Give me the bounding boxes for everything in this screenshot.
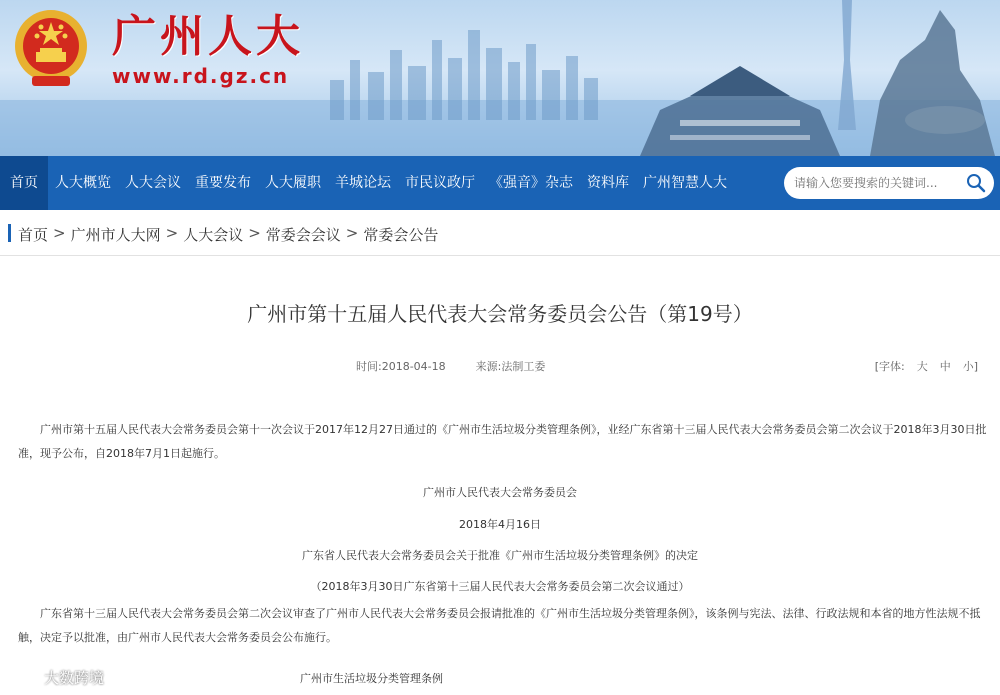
nav-item-forum[interactable]: 羊城论坛: [335, 175, 391, 191]
nav-item-home[interactable]: 首页: [0, 156, 48, 210]
font-size-selector: [875, 358, 978, 374]
breadcrumb-separator: >: [165, 224, 179, 242]
regulation-title: 广州市生活垃圾分类管理条例: [300, 672, 443, 685]
nav-item-magazine[interactable]: 《强音》杂志: [489, 175, 573, 191]
article-paragraph-1: 广州市第十五届人民代表大会常务委员会第十一次会议于2017年12月27日通过的《广州市生活垃圾分类管理条例》，业经广东省第十三届人民代表大会常务委员会第二次会议于2018年3月30日批准，现予公布，自2018年7月1日起施行。: [18, 423, 987, 460]
breadcrumb-committee-notices[interactable]: 常委会公告: [363, 226, 439, 244]
breadcrumb: [18, 224, 438, 245]
breadcrumb-accent: [8, 224, 11, 242]
breadcrumb-bar: [0, 210, 1000, 256]
breadcrumb-committee-meetings[interactable]: 常委会会议: [265, 226, 341, 244]
search-box: [784, 167, 994, 199]
font-size-medium[interactable]: 中: [939, 360, 951, 373]
wechat-icon: [6, 666, 40, 688]
nav-item-citizen-hall[interactable]: 市民议政厅: [405, 175, 475, 191]
nav-item-releases[interactable]: 重要发布: [195, 175, 251, 191]
article-meta: [356, 358, 545, 374]
header-banner: [0, 0, 1000, 156]
national-emblem-icon: [12, 6, 90, 90]
site-title: 广州人大: [112, 11, 304, 62]
breadcrumb-npc-site[interactable]: 广州市人大网: [70, 226, 161, 244]
watermark: [6, 666, 104, 688]
breadcrumb-home[interactable]: 首页: [18, 226, 49, 244]
site-url: www.rd.gz.cn: [112, 64, 290, 88]
article-source: 来源:法制工委: [475, 360, 546, 373]
article-paragraph-2: 广东省第十三届人民代表大会常务委员会第二次会议审查了广州市人民代表大会常务委员会报请批准的《广州市生活垃圾分类管理条例》，该条例与宪法、法律、行政法规和本省的地方性法规不抵触，决定予以批准，由广州市人民代表大会常务委员会公布施行。: [18, 607, 981, 644]
search-input[interactable]: [794, 176, 964, 190]
watermark-text: 大数跨境: [44, 668, 105, 687]
breadcrumb-separator: >: [248, 224, 261, 242]
font-size-small[interactable]: 小]: [962, 360, 978, 373]
nav-item-duties[interactable]: 人大履职: [265, 175, 321, 191]
breadcrumb-separator: >: [345, 224, 359, 242]
main-nav: [0, 156, 1000, 210]
decision-note: （2018年3月30日广东省第十三届人民代表大会常务委员会第二次会议通过）: [310, 580, 690, 593]
sign-date: 2018年4月16日: [459, 518, 541, 531]
nav-item-overview[interactable]: 人大概览: [55, 175, 111, 191]
breadcrumb-separator: >: [53, 224, 66, 242]
font-size-large[interactable]: 大: [916, 360, 928, 373]
font-size-label: [字体:: [874, 360, 905, 373]
nav-item-smart-npc[interactable]: 广州智慧人大: [643, 175, 727, 191]
nav-item-database[interactable]: 资料库: [587, 175, 629, 191]
breadcrumb-meetings[interactable]: 人大会议: [183, 226, 244, 244]
article-title: 广州市第十五届人民代表大会常务委员会公告（第19号）: [247, 302, 753, 326]
signer: 广州市人民代表大会常务委员会: [423, 486, 577, 499]
publish-time: 时间:2018-04-18: [356, 360, 446, 373]
search-icon[interactable]: [966, 173, 986, 193]
nav-item-meetings[interactable]: 人大会议: [125, 175, 181, 191]
decision-title: 广东省人民代表大会常务委员会关于批准《广州市生活垃圾分类管理条例》的决定: [302, 549, 698, 562]
